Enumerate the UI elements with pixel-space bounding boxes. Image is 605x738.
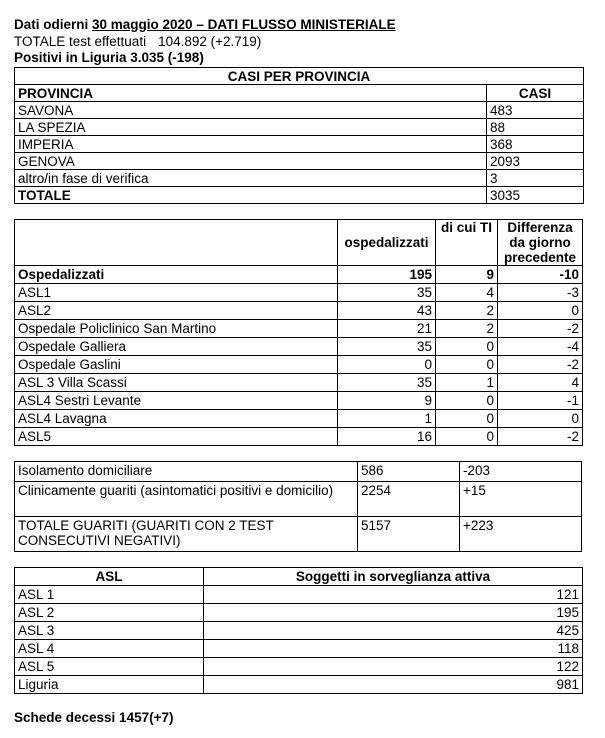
hospitalized-value: 21	[338, 320, 436, 338]
icu-value: 2	[436, 302, 498, 320]
total-row	[15, 266, 583, 284]
difference-value: -2	[498, 356, 583, 374]
title-suffix: – DATI FLUSSO MINISTERIALE	[192, 17, 396, 32]
province-name: GENOVA	[15, 153, 487, 170]
subjects-value: 122	[204, 658, 583, 676]
difference-value: 4	[498, 374, 583, 392]
asl-name: ASL 2	[15, 604, 204, 622]
hospitalized-value: 43	[338, 302, 436, 320]
difference-value: -2	[498, 428, 583, 446]
tests-value: 104.892 (+2.719)	[158, 34, 262, 49]
asl-name: ASL 5	[15, 658, 204, 676]
status-diff: +223	[460, 517, 582, 552]
positives-line: Positivi in Liguria 3.035 (-198)	[14, 50, 204, 65]
tests-label: TOTALE test effettuati	[14, 34, 147, 49]
status-diff: -203	[460, 462, 582, 482]
province-cases: 88	[487, 119, 584, 136]
hospitalized-value: 1	[338, 410, 436, 428]
hospital-name: Ospedale Policlinico San Martino	[15, 320, 338, 338]
table-row	[15, 356, 583, 374]
table-row	[15, 136, 584, 153]
asl-name: ASL 1	[15, 586, 204, 604]
difference-value: 0	[498, 302, 583, 320]
hospital-name: ASL 3 Villa Scassi	[15, 374, 338, 392]
subjects-column-header: Soggetti in sorveglianza attiva	[204, 568, 583, 586]
hospitalized-value: 16	[338, 428, 436, 446]
status-table	[14, 461, 582, 552]
asl-name: ASL 3	[15, 622, 204, 640]
status-label: TOTALE GUARITI (GUARITI CON 2 TEST CONSECUTIVI NEGATIVI)	[15, 517, 358, 552]
asl-name: ASL 4	[15, 640, 204, 658]
hospital-name: ASL2	[15, 302, 338, 320]
report-title	[14, 17, 396, 33]
cases-column-header: CASI	[487, 85, 584, 102]
province-cases: 483	[487, 102, 584, 119]
icu-value: 4	[436, 284, 498, 302]
province-name: LA SPEZIA	[15, 119, 487, 136]
province-name: SAVONA	[15, 102, 487, 119]
table-row	[15, 284, 583, 302]
total-label: TOTALE	[15, 187, 487, 204]
subjects-value: 118	[204, 640, 583, 658]
hospital-name: Ospedalizzati	[15, 266, 338, 284]
table-row	[15, 462, 582, 482]
table-row	[15, 338, 583, 356]
hospital-name: Ospedale Gaslini	[15, 356, 338, 374]
difference-value: 0	[498, 410, 583, 428]
icu-value: 9	[436, 266, 498, 284]
empty-header-cell	[15, 220, 338, 266]
icu-value: 0	[436, 356, 498, 374]
hospital-name: ASL4 Sestri Levante	[15, 392, 338, 410]
province-column-header: PROVINCIA	[15, 85, 487, 102]
subjects-value: 121	[204, 586, 583, 604]
difference-value: -4	[498, 338, 583, 356]
hospital-name: ASL1	[15, 284, 338, 302]
hospitalized-value: 35	[338, 338, 436, 356]
difference-value: -2	[498, 320, 583, 338]
hospitalized-value: 195	[338, 266, 436, 284]
table-row	[15, 482, 582, 517]
province-table	[14, 67, 584, 204]
subjects-value: 195	[204, 604, 583, 622]
tests-line	[14, 34, 261, 50]
hospitalized-column-header: ospedalizzati	[338, 220, 436, 266]
table-row	[15, 586, 583, 604]
title-prefix: Dati odierni	[14, 17, 93, 32]
hospitalized-value: 9	[338, 392, 436, 410]
hospitalized-value: 0	[338, 356, 436, 374]
hospital-name: ASL4 Lavagna	[15, 410, 338, 428]
hospital-name: Ospedale Galliera	[15, 338, 338, 356]
status-value: 5157	[358, 517, 460, 552]
status-label: Isolamento domiciliare	[15, 462, 358, 482]
status-label: Clinicamente guariti (asintomatici positivi e domicilio)	[15, 482, 358, 517]
hospitalized-value: 35	[338, 374, 436, 392]
report-date: 30 maggio 2020	[92, 17, 193, 32]
hospital-table	[14, 219, 583, 446]
deaths-line: Schede decessi 1457(+7)	[14, 710, 174, 725]
icu-value: 0	[436, 410, 498, 428]
hospital-name: ASL5	[15, 428, 338, 446]
icu-column-header: di cui TI	[436, 220, 498, 266]
icu-value: 2	[436, 320, 498, 338]
province-cases: 368	[487, 136, 584, 153]
asl-column-header: ASL	[15, 568, 204, 586]
icu-value: 0	[436, 338, 498, 356]
table-row	[15, 410, 583, 428]
table-row	[15, 320, 583, 338]
icu-value: 1	[436, 374, 498, 392]
table-row	[15, 374, 583, 392]
table-row	[15, 302, 583, 320]
asl-name: Liguria	[15, 676, 204, 694]
subjects-value: 425	[204, 622, 583, 640]
difference-column-header: Differenza da giorno precedente	[498, 220, 583, 266]
table-row	[15, 622, 583, 640]
table-row	[15, 676, 583, 694]
province-cases: 2093	[487, 153, 584, 170]
province-name: IMPERIA	[15, 136, 487, 153]
difference-value: -10	[498, 266, 583, 284]
table-row	[15, 428, 583, 446]
table-row	[15, 392, 583, 410]
province-name: altro/in fase di verifica	[15, 170, 487, 187]
table-row	[15, 170, 584, 187]
table-row	[15, 640, 583, 658]
status-value: 586	[358, 462, 460, 482]
table-row	[15, 604, 583, 622]
province-cases: 3	[487, 170, 584, 187]
icu-value: 0	[436, 428, 498, 446]
surveillance-table	[14, 567, 583, 694]
subjects-value: 981	[204, 676, 583, 694]
table-row	[15, 102, 584, 119]
total-value: 3035	[487, 187, 584, 204]
table-row	[15, 153, 584, 170]
difference-value: -3	[498, 284, 583, 302]
table-row	[15, 658, 583, 676]
icu-value: 0	[436, 392, 498, 410]
province-table-title: CASI PER PROVINCIA	[15, 68, 584, 85]
table-row	[15, 517, 582, 552]
status-diff: +15	[460, 482, 582, 517]
hospitalized-value: 35	[338, 284, 436, 302]
table-row	[15, 119, 584, 136]
difference-value: -1	[498, 392, 583, 410]
total-row	[15, 187, 584, 204]
status-value: 2254	[358, 482, 460, 517]
